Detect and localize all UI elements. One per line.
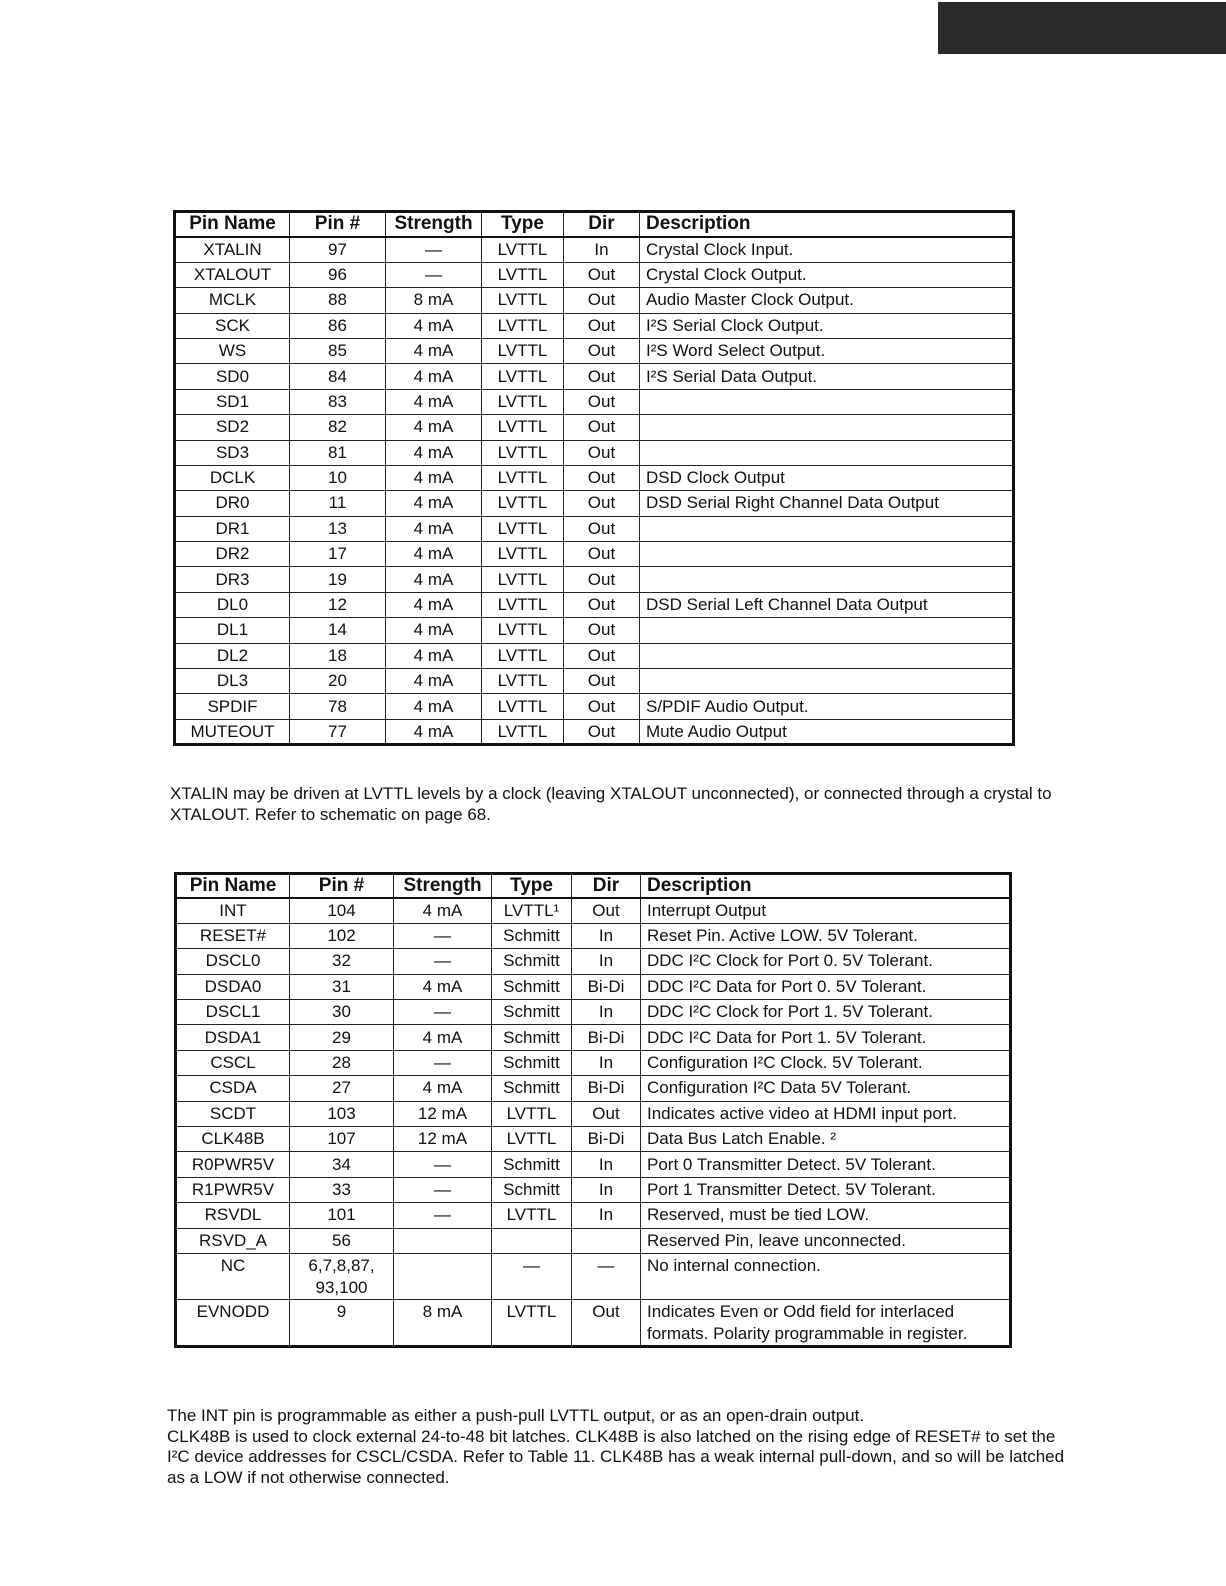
table-cell	[640, 669, 1014, 694]
table-cell: Out	[564, 592, 640, 617]
table-cell: Configuration I²C Clock. 5V Tolerant.	[641, 1050, 1011, 1075]
table-cell: I²S Serial Clock Output.	[640, 313, 1014, 338]
table-cell: 14	[290, 618, 386, 643]
table-row	[175, 669, 1014, 694]
table-cell: SCK	[175, 313, 290, 338]
table-cell: 4 mA	[386, 415, 482, 440]
table-cell: —	[394, 1000, 492, 1025]
table-cell: 4 mA	[386, 694, 482, 719]
table-cell: SPDIF	[175, 694, 290, 719]
table-row	[175, 516, 1014, 541]
table-cell: DSDA1	[176, 1025, 290, 1050]
table-cell: Out	[564, 440, 640, 465]
table-cell: 17	[290, 542, 386, 567]
column-header: Strength	[394, 874, 492, 899]
table-row	[175, 491, 1014, 516]
table-row	[175, 440, 1014, 465]
table-cell: LVTTL	[492, 1203, 572, 1228]
table-cell: Reset Pin. Active LOW. 5V Tolerant.	[641, 923, 1011, 948]
table-cell: Interrupt Output	[641, 898, 1011, 923]
table-cell: No internal connection.	[641, 1253, 1011, 1299]
table-cell: 81	[290, 440, 386, 465]
table-cell: DSCL0	[176, 949, 290, 974]
table-cell: 4 mA	[386, 516, 482, 541]
table-cell: 4 mA	[386, 669, 482, 694]
table-cell: DR1	[175, 516, 290, 541]
table-cell: Schmitt	[492, 974, 572, 999]
table-cell: LVTTL	[482, 669, 564, 694]
table-cell: Out	[564, 516, 640, 541]
table-cell	[492, 1228, 572, 1253]
table-row	[176, 974, 1011, 999]
table-cell: SD0	[175, 364, 290, 389]
table-cell: Port 0 Transmitter Detect. 5V Tolerant.	[641, 1152, 1011, 1177]
table-row	[176, 1076, 1011, 1101]
table-cell: 97	[290, 237, 386, 262]
table-cell: LVTTL	[482, 542, 564, 567]
table-cell: Out	[564, 262, 640, 287]
table-cell: In	[572, 1203, 641, 1228]
table-cell: SCDT	[176, 1101, 290, 1126]
table-cell: Schmitt	[492, 1152, 572, 1177]
footnote-2: CLK48B is used to clock external 24-to-48 bit latches. CLK48B is also latched on the rising edge of RESET# to set the I²C device addresses for CSCL/CSDA. Refer to Table 11. CLK48B has a weak internal pull-down, and so will be latched as a LOW if not otherwise connected.	[167, 1426, 1065, 1487]
table-cell: LVTTL	[492, 1299, 572, 1346]
table-cell: 82	[290, 415, 386, 440]
table-row	[175, 542, 1014, 567]
table-cell: INT	[176, 898, 290, 923]
table-cell: Out	[572, 898, 641, 923]
table-cell: 56	[290, 1228, 394, 1253]
table-cell	[394, 1228, 492, 1253]
table-cell: Crystal Clock Input.	[640, 237, 1014, 262]
table-cell: LVTTL	[482, 262, 564, 287]
table-cell: 8 mA	[386, 288, 482, 313]
table-cell: —	[394, 923, 492, 948]
column-header: Pin #	[290, 874, 394, 899]
table-row	[176, 1253, 1011, 1299]
table-cell: Out	[564, 313, 640, 338]
table-cell: 4 mA	[386, 313, 482, 338]
table-cell: In	[572, 1050, 641, 1075]
table-cell: 4 mA	[394, 1025, 492, 1050]
table-cell: Indicates Even or Odd field for interlaced formats. Polarity programmable in register.	[641, 1299, 1011, 1346]
table-row	[176, 1177, 1011, 1202]
table-cell: Schmitt	[492, 1025, 572, 1050]
table-cell: In	[572, 923, 641, 948]
table-cell: DL3	[175, 669, 290, 694]
table-cell: LVTTL	[482, 694, 564, 719]
footnote-1: The INT pin is programmable as either a push-pull LVTTL output, or as an open-drain output.	[167, 1406, 865, 1425]
table-cell: Schmitt	[492, 1050, 572, 1075]
table-row	[176, 1050, 1011, 1075]
table-cell: CSCL	[176, 1050, 290, 1075]
table-cell: 107	[290, 1127, 394, 1152]
column-header: Type	[482, 212, 564, 237]
column-header: Type	[492, 874, 572, 899]
table-cell: In	[572, 1000, 641, 1025]
table-cell: LVTTL	[482, 364, 564, 389]
table-cell: Schmitt	[492, 949, 572, 974]
table-cell: LVTTL	[482, 592, 564, 617]
table-cell: EVNODD	[176, 1299, 290, 1346]
table-cell: Bi-Di	[572, 1025, 641, 1050]
table-cell: LVTTL	[492, 1127, 572, 1152]
table-cell: LVTTL	[482, 719, 564, 744]
table-cell: Schmitt	[492, 923, 572, 948]
table-cell: DCLK	[175, 465, 290, 490]
table-cell: SD2	[175, 415, 290, 440]
table-cell: DSD Clock Output	[640, 465, 1014, 490]
table-cell: LVTTL	[482, 567, 564, 592]
table-row	[176, 1299, 1011, 1346]
table-cell: Out	[564, 465, 640, 490]
table-cell: 4 mA	[394, 898, 492, 923]
table-cell: 85	[290, 338, 386, 363]
table-cell: LVTTL	[482, 440, 564, 465]
audio-pins-table	[173, 210, 1015, 746]
table-cell: XTALOUT	[175, 262, 290, 287]
table-cell	[640, 440, 1014, 465]
table-cell	[640, 415, 1014, 440]
table-cell: 4 mA	[386, 643, 482, 668]
table-cell: XTALIN	[175, 237, 290, 262]
column-header: Pin #	[290, 212, 386, 237]
table-cell: 84	[290, 364, 386, 389]
table-cell: Crystal Clock Output.	[640, 262, 1014, 287]
table-cell: 33	[290, 1177, 394, 1202]
table-cell: 4 mA	[386, 542, 482, 567]
table-cell: I²S Serial Data Output.	[640, 364, 1014, 389]
table-cell	[640, 567, 1014, 592]
table-cell: RSVDL	[176, 1203, 290, 1228]
header-black-tab	[938, 2, 1226, 54]
table-cell: Out	[564, 669, 640, 694]
table-cell: Out	[564, 618, 640, 643]
table-cell: 104	[290, 898, 394, 923]
table-cell: 96	[290, 262, 386, 287]
table-cell: Out	[564, 491, 640, 516]
table-cell: Schmitt	[492, 1000, 572, 1025]
xtalin-note: XTALIN may be driven at LVTTL levels by a clock (leaving XTALOUT unconnected), or connected through a crystal to XTALOUT. Refer to schematic on page 68.	[170, 784, 1052, 824]
table-cell	[640, 618, 1014, 643]
table-cell: DL2	[175, 643, 290, 668]
table-cell: 28	[290, 1050, 394, 1075]
table-cell: MUTEOUT	[175, 719, 290, 744]
table-cell	[572, 1228, 641, 1253]
table-cell: 8 mA	[394, 1299, 492, 1346]
table-cell: LVTTL	[482, 415, 564, 440]
table-cell: LVTTL	[482, 465, 564, 490]
table-cell: Schmitt	[492, 1076, 572, 1101]
table-cell: —	[394, 1152, 492, 1177]
column-header: Dir	[564, 212, 640, 237]
table-cell: Out	[564, 415, 640, 440]
table-cell	[640, 643, 1014, 668]
column-header: Dir	[572, 874, 641, 899]
table-cell: LVTTL	[492, 1101, 572, 1126]
table-cell: 77	[290, 719, 386, 744]
table-cell: 20	[290, 669, 386, 694]
table-cell: DR3	[175, 567, 290, 592]
table-cell: RESET#	[176, 923, 290, 948]
table-row	[175, 719, 1014, 744]
table-cell: Out	[564, 288, 640, 313]
table-cell: 12 mA	[394, 1127, 492, 1152]
table-cell: DL0	[175, 592, 290, 617]
table-cell: 88	[290, 288, 386, 313]
table-cell: 11	[290, 491, 386, 516]
table-row	[176, 1000, 1011, 1025]
table-cell: LVTTL	[482, 643, 564, 668]
table-cell: DL1	[175, 618, 290, 643]
table-cell: 4 mA	[394, 974, 492, 999]
table-cell: 4 mA	[386, 389, 482, 414]
table-cell: 27	[290, 1076, 394, 1101]
table-cell: Out	[564, 643, 640, 668]
table-cell: —	[394, 1050, 492, 1075]
table-row	[175, 694, 1014, 719]
table-cell: CSDA	[176, 1076, 290, 1101]
table-cell: 18	[290, 643, 386, 668]
table-header-row	[175, 212, 1014, 237]
table-cell: LVTTL	[482, 237, 564, 262]
table-row	[176, 1203, 1011, 1228]
column-header: Description	[640, 212, 1014, 237]
table-cell: 9	[290, 1299, 394, 1346]
table-cell: Out	[564, 694, 640, 719]
table-row	[176, 1152, 1011, 1177]
table-cell: In	[564, 237, 640, 262]
table-cell: —	[572, 1253, 641, 1299]
table-cell: Out	[564, 364, 640, 389]
table-cell: 78	[290, 694, 386, 719]
table-cell: LVTTL¹	[492, 898, 572, 923]
table-row	[176, 898, 1011, 923]
table-row	[175, 389, 1014, 414]
column-header: Strength	[386, 212, 482, 237]
table-cell: DR2	[175, 542, 290, 567]
table-cell: 101	[290, 1203, 394, 1228]
table-cell	[640, 542, 1014, 567]
table-cell: DDC I²C Clock for Port 1. 5V Tolerant.	[641, 1000, 1011, 1025]
table-cell: SD1	[175, 389, 290, 414]
table-cell: I²S Word Select Output.	[640, 338, 1014, 363]
table-cell: 10	[290, 465, 386, 490]
table-cell: 30	[290, 1000, 394, 1025]
table-row	[176, 1101, 1011, 1126]
table-cell: 4 mA	[386, 618, 482, 643]
table-cell: Data Bus Latch Enable. ²	[641, 1127, 1011, 1152]
table-row	[175, 567, 1014, 592]
table-row	[175, 643, 1014, 668]
table-cell: 102	[290, 923, 394, 948]
table-row	[176, 1228, 1011, 1253]
table-cell: —	[492, 1253, 572, 1299]
table-row	[175, 288, 1014, 313]
table-cell: In	[572, 949, 641, 974]
column-header: Pin Name	[175, 212, 290, 237]
table-cell: 34	[290, 1152, 394, 1177]
table-cell	[640, 389, 1014, 414]
table-cell: 4 mA	[386, 440, 482, 465]
table-cell: Audio Master Clock Output.	[640, 288, 1014, 313]
table-cell: Mute Audio Output	[640, 719, 1014, 744]
table-cell: LVTTL	[482, 389, 564, 414]
table-cell: In	[572, 1177, 641, 1202]
table-cell: LVTTL	[482, 338, 564, 363]
table-cell: 4 mA	[386, 338, 482, 363]
table-row	[175, 364, 1014, 389]
table-cell: DSDA0	[176, 974, 290, 999]
table-cell: —	[394, 949, 492, 974]
table-cell: WS	[175, 338, 290, 363]
table-cell: S/PDIF Audio Output.	[640, 694, 1014, 719]
table-cell: 4 mA	[386, 592, 482, 617]
table-row	[175, 618, 1014, 643]
table-cell: DDC I²C Data for Port 0. 5V Tolerant.	[641, 974, 1011, 999]
table-cell: Out	[572, 1299, 641, 1346]
table-cell: 4 mA	[386, 567, 482, 592]
table-row	[175, 262, 1014, 287]
table-cell: DR0	[175, 491, 290, 516]
table-cell: SD3	[175, 440, 290, 465]
table-cell: CLK48B	[176, 1127, 290, 1152]
table-cell: DSCL1	[176, 1000, 290, 1025]
table-row	[175, 415, 1014, 440]
table-cell: LVTTL	[482, 288, 564, 313]
table-cell: LVTTL	[482, 491, 564, 516]
table-cell: R0PWR5V	[176, 1152, 290, 1177]
table-cell: Out	[564, 567, 640, 592]
table-cell: 12 mA	[394, 1101, 492, 1126]
table-row	[175, 237, 1014, 262]
table-cell: LVTTL	[482, 618, 564, 643]
table-row	[175, 592, 1014, 617]
column-header: Description	[641, 874, 1011, 899]
table-cell: 13	[290, 516, 386, 541]
table-cell: Out	[564, 719, 640, 744]
table-cell: Out	[564, 338, 640, 363]
table-row	[175, 338, 1014, 363]
table-header-row	[176, 874, 1011, 899]
table-cell: DDC I²C Clock for Port 0. 5V Tolerant.	[641, 949, 1011, 974]
table-cell: Indicates active video at HDMI input port.	[641, 1101, 1011, 1126]
table-cell: R1PWR5V	[176, 1177, 290, 1202]
table-cell: Bi-Di	[572, 974, 641, 999]
table-cell: 83	[290, 389, 386, 414]
table-row	[176, 1025, 1011, 1050]
table-cell: LVTTL	[482, 313, 564, 338]
table-cell: Out	[564, 389, 640, 414]
table-cell: 4 mA	[386, 364, 482, 389]
table-cell: 19	[290, 567, 386, 592]
table-cell: Configuration I²C Data 5V Tolerant.	[641, 1076, 1011, 1101]
table-row	[176, 923, 1011, 948]
table-cell: 86	[290, 313, 386, 338]
table-cell: Port 1 Transmitter Detect. 5V Tolerant.	[641, 1177, 1011, 1202]
table-row	[176, 949, 1011, 974]
table-cell: 4 mA	[386, 491, 482, 516]
footnotes	[167, 1406, 1067, 1488]
table-cell: Out	[572, 1101, 641, 1126]
table-cell: RSVD_A	[176, 1228, 290, 1253]
table-cell: —	[394, 1177, 492, 1202]
table-cell: In	[572, 1152, 641, 1177]
table-cell: DSD Serial Right Channel Data Output	[640, 491, 1014, 516]
table-cell	[394, 1253, 492, 1299]
table-cell: 4 mA	[386, 719, 482, 744]
table-cell: DDC I²C Data for Port 1. 5V Tolerant.	[641, 1025, 1011, 1050]
table-cell: MCLK	[175, 288, 290, 313]
table-cell: 12	[290, 592, 386, 617]
table-cell: —	[386, 262, 482, 287]
table-cell: NC	[176, 1253, 290, 1299]
table-row	[176, 1127, 1011, 1152]
table-cell: 6,7,8,87, 93,100	[290, 1253, 394, 1299]
table-cell: LVTTL	[482, 516, 564, 541]
table-cell: 31	[290, 974, 394, 999]
control-pins-table	[174, 872, 1012, 1348]
table-cell: Bi-Di	[572, 1076, 641, 1101]
table-cell: —	[394, 1203, 492, 1228]
column-header: Pin Name	[176, 874, 290, 899]
table-cell: Bi-Di	[572, 1127, 641, 1152]
table-cell: Reserved Pin, leave unconnected.	[641, 1228, 1011, 1253]
table-cell: 29	[290, 1025, 394, 1050]
table-cell: 4 mA	[394, 1076, 492, 1101]
table-row	[175, 313, 1014, 338]
table-cell: 103	[290, 1101, 394, 1126]
table-cell: 4 mA	[386, 465, 482, 490]
table-cell: DSD Serial Left Channel Data Output	[640, 592, 1014, 617]
table-cell: 32	[290, 949, 394, 974]
table-cell	[640, 516, 1014, 541]
table-cell: Out	[564, 542, 640, 567]
table-cell: Reserved, must be tied LOW.	[641, 1203, 1011, 1228]
table-cell: Schmitt	[492, 1177, 572, 1202]
table-cell: —	[386, 237, 482, 262]
table-row	[175, 465, 1014, 490]
